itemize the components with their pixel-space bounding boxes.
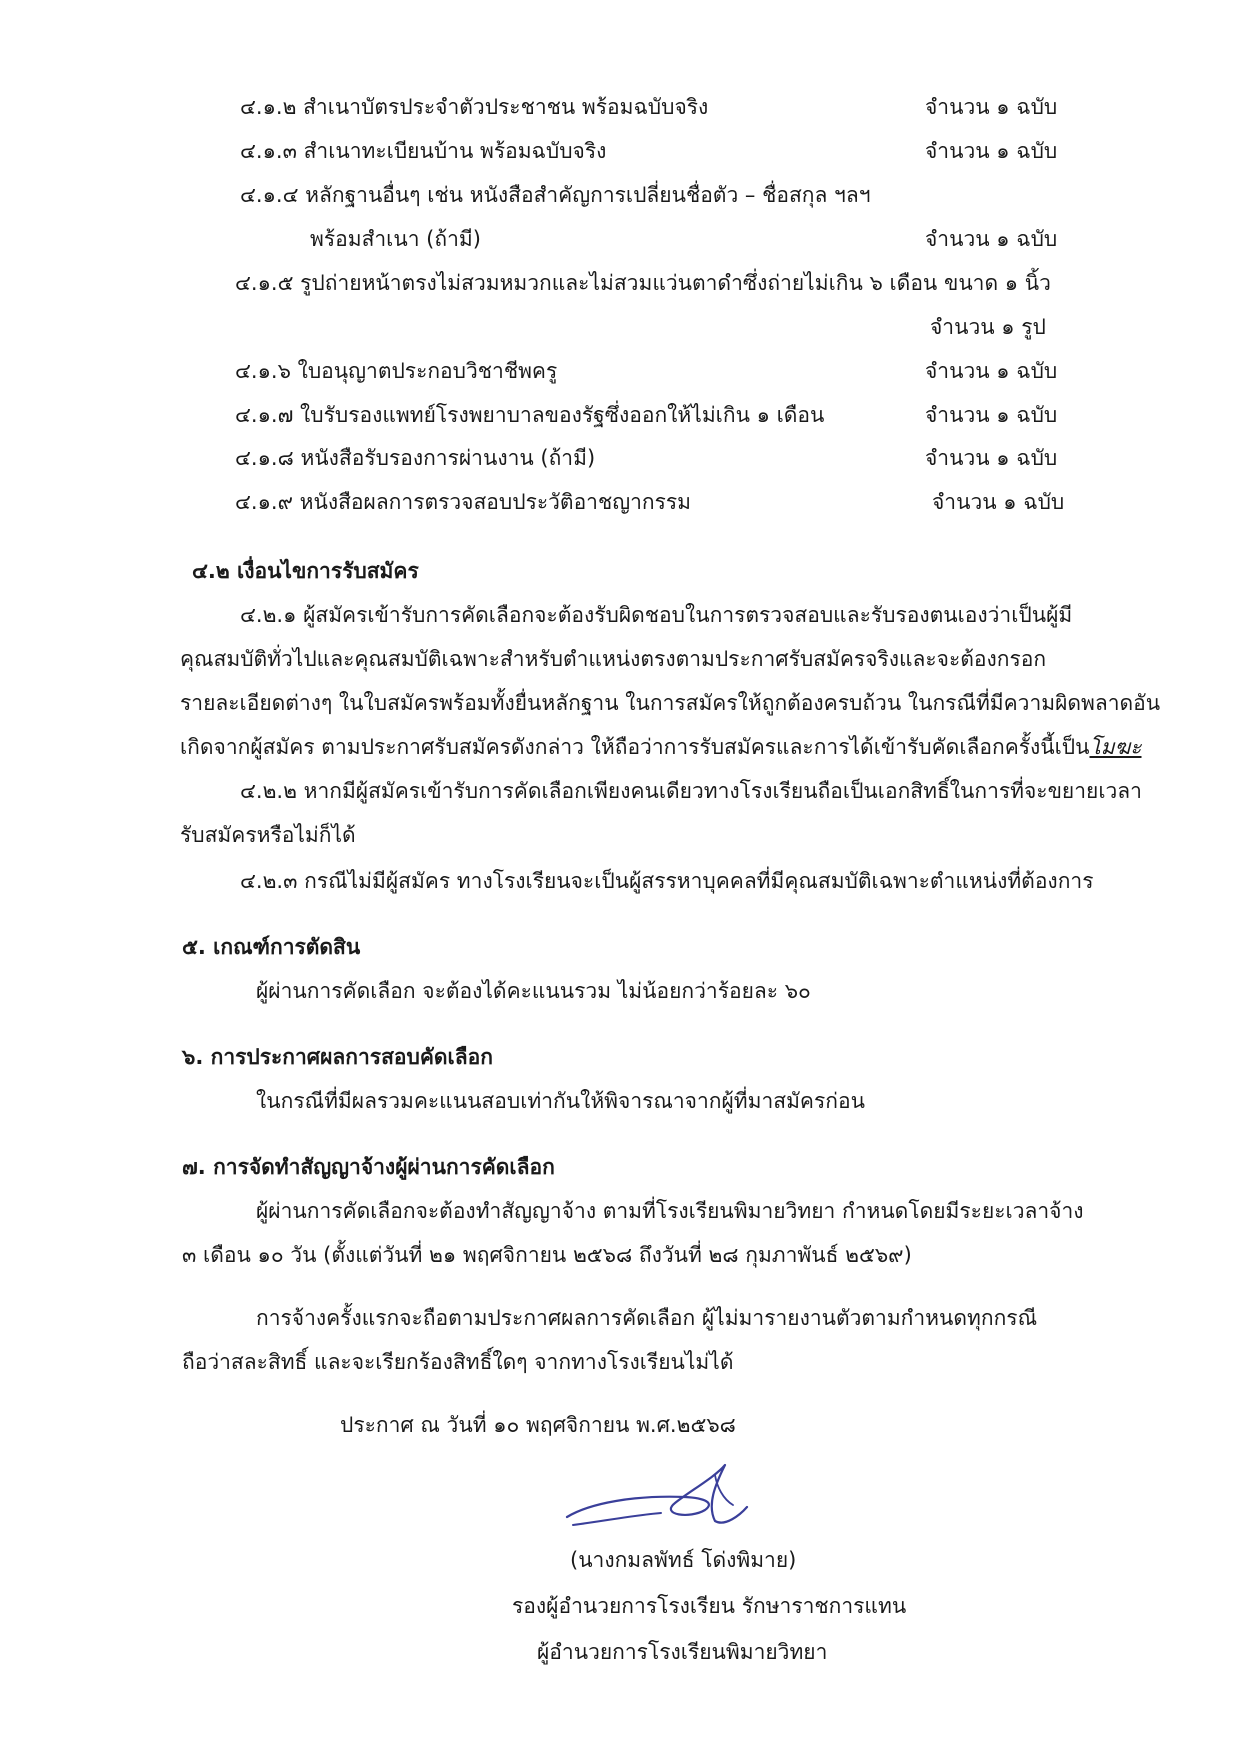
contract-line2: ๓ เดือน ๑๐ วัน (ตั้งแต่วันที่ ๒๑ พฤศจิกายน ๒๕๖๘ ถึงวันที่ ๒๘ กุมภาพันธ์ ๒๕๖๙)	[182, 1243, 912, 1267]
signer-title-2: ผู้อำนวยการโรงเรียนพิมายวิทยา	[537, 1640, 828, 1664]
doc-item-412: ๔.๑.๒ สำเนาบัตรประจำตัวประชาชน พร้อมฉบับจริง	[240, 95, 709, 119]
condition-423: ๔.๒.๓ กรณีไม่มีผู้สมัคร ทางโรงเรียนจะเป็นผู้สรรหาบุคคลที่มีคุณสมบัติเฉพาะตำแหน่งที่ต้องการ	[240, 869, 1094, 893]
doc-item-414-cont: พร้อมสำเนา (ถ้ามี)	[310, 227, 481, 251]
doc-amount-415: จำนวน ๑ รูป	[930, 315, 1046, 339]
signer-name: (นางกมลพัทธ์ โด่งพิมาย)	[570, 1548, 797, 1572]
doc-amount-414: จำนวน ๑ ฉบับ	[925, 227, 1058, 251]
doc-amount-417: จำนวน ๑ ฉบับ	[925, 403, 1058, 427]
doc-amount-416: จำนวน ๑ ฉบับ	[925, 359, 1058, 383]
signer-title-1: รองผู้อำนวยการโรงเรียน รักษาราชการแทน	[512, 1594, 907, 1618]
section-heading-7: ๗. การจัดทำสัญญาจ้างผู้ผ่านการคัดเลือก	[182, 1155, 555, 1179]
announcement-rule-text: ในกรณีที่มีผลรวมคะแนนสอบเท่ากันให้พิจารณาจากผู้ที่มาสมัครก่อน	[256, 1089, 865, 1113]
employment-line2: ถือว่าสละสิทธิ์ และจะเรียกร้องสิทธิ์ใดๆ จากทางโรงเรียนไม่ได้	[182, 1350, 734, 1374]
condition-421-line4	[180, 732, 1142, 762]
section-heading-4-2: ๔.๒ เงื่อนไขการรับสมัคร	[192, 559, 419, 583]
condition-421-line4-text: เกิดจากผู้สมัคร ตามประกาศรับสมัครดังกล่าว ให้ถือว่าการรับสมัครและการได้เข้ารับคัดเลือกครั้งนี้เป็น	[180, 735, 1090, 759]
employment-line1: การจ้างครั้งแรกจะถือตามประกาศผลการคัดเลือก ผู้ไม่มารายงานตัวตามกำหนดทุกกรณี	[256, 1306, 1038, 1330]
doc-item-415: ๔.๑.๕ รูปถ่ายหน้าตรงไม่สวมหมวกและไม่สวมแว่นตาดำซึ่งถ่ายไม่เกิน ๖ เดือน ขนาด ๑ นิ้ว	[235, 271, 1051, 295]
section-heading-5: ๕. เกณฑ์การตัดสิน	[182, 935, 361, 959]
doc-amount-419: จำนวน ๑ ฉบับ	[932, 490, 1065, 514]
condition-422-line2: รับสมัครหรือไม่ก็ได้	[180, 823, 356, 847]
void-word: โมฆะ	[1089, 735, 1142, 759]
signature-image	[565, 1455, 755, 1545]
condition-421-line3: รายละเอียดต่างๆ ในใบสมัครพร้อมทั้งยื่นหลักฐาน ในการสมัครให้ถูกต้องครบถ้วน ในกรณีที่มีความผิดพลาดอัน	[180, 691, 1161, 715]
doc-amount-412: จำนวน ๑ ฉบับ	[925, 95, 1058, 119]
doc-amount-413: จำนวน ๑ ฉบับ	[925, 139, 1058, 163]
section-heading-6: ๖. การประกาศผลการสอบคัดเลือก	[182, 1045, 493, 1069]
doc-item-416: ๔.๑.๖ ใบอนุญาตประกอบวิชาชีพครู	[235, 359, 558, 383]
doc-item-418: ๔.๑.๘ หนังสือรับรองการผ่านงาน (ถ้ามี)	[235, 446, 596, 470]
contract-line1: ผู้ผ่านการคัดเลือกจะต้องทำสัญญาจ้าง ตามที่โรงเรียนพิมายวิทยา กำหนดโดยมีระยะเวลาจ้าง	[256, 1199, 1084, 1223]
announce-date: ประกาศ ณ วันที่ ๑๐ พฤศจิกายน พ.ศ.๒๕๖๘	[340, 1413, 736, 1437]
condition-421-line2: คุณสมบัติทั่วไปและคุณสมบัติเฉพาะสำหรับตำแหน่งตรงตามประกาศรับสมัครจริงและจะต้องกรอก	[180, 647, 1047, 671]
criteria-text: ผู้ผ่านการคัดเลือก จะต้องได้คะแนนรวม ไม่น้อยกว่าร้อยละ ๖๐	[256, 979, 811, 1003]
condition-422-line1: ๔.๒.๒ หากมีผู้สมัครเข้ารับการคัดเลือกเพียงคนเดียวทางโรงเรียนถือเป็นเอกสิทธิ์ในการที่จะขยายเวลา	[240, 779, 1142, 803]
doc-amount-418: จำนวน ๑ ฉบับ	[925, 446, 1058, 470]
doc-item-414: ๔.๑.๔ หลักฐานอื่นๆ เช่น หนังสือสำคัญการเปลี่ยนชื่อตัว – ชื่อสกุล ฯลฯ	[240, 183, 871, 207]
doc-item-417: ๔.๑.๗ ใบรับรองแพทย์โรงพยาบาลของรัฐซึ่งออกให้ไม่เกิน ๑ เดือน	[235, 403, 825, 427]
doc-item-419: ๔.๑.๙ หนังสือผลการตรวจสอบประวัติอาชญากรรม	[235, 490, 692, 514]
doc-item-413: ๔.๑.๓ สำเนาทะเบียนบ้าน พร้อมฉบับจริง	[240, 139, 607, 163]
condition-421-line1: ๔.๒.๑ ผู้สมัครเข้ารับการคัดเลือกจะต้องรับผิดชอบในการตรวจสอบและรับรองตนเองว่าเป็นผู้มี	[240, 603, 1073, 627]
